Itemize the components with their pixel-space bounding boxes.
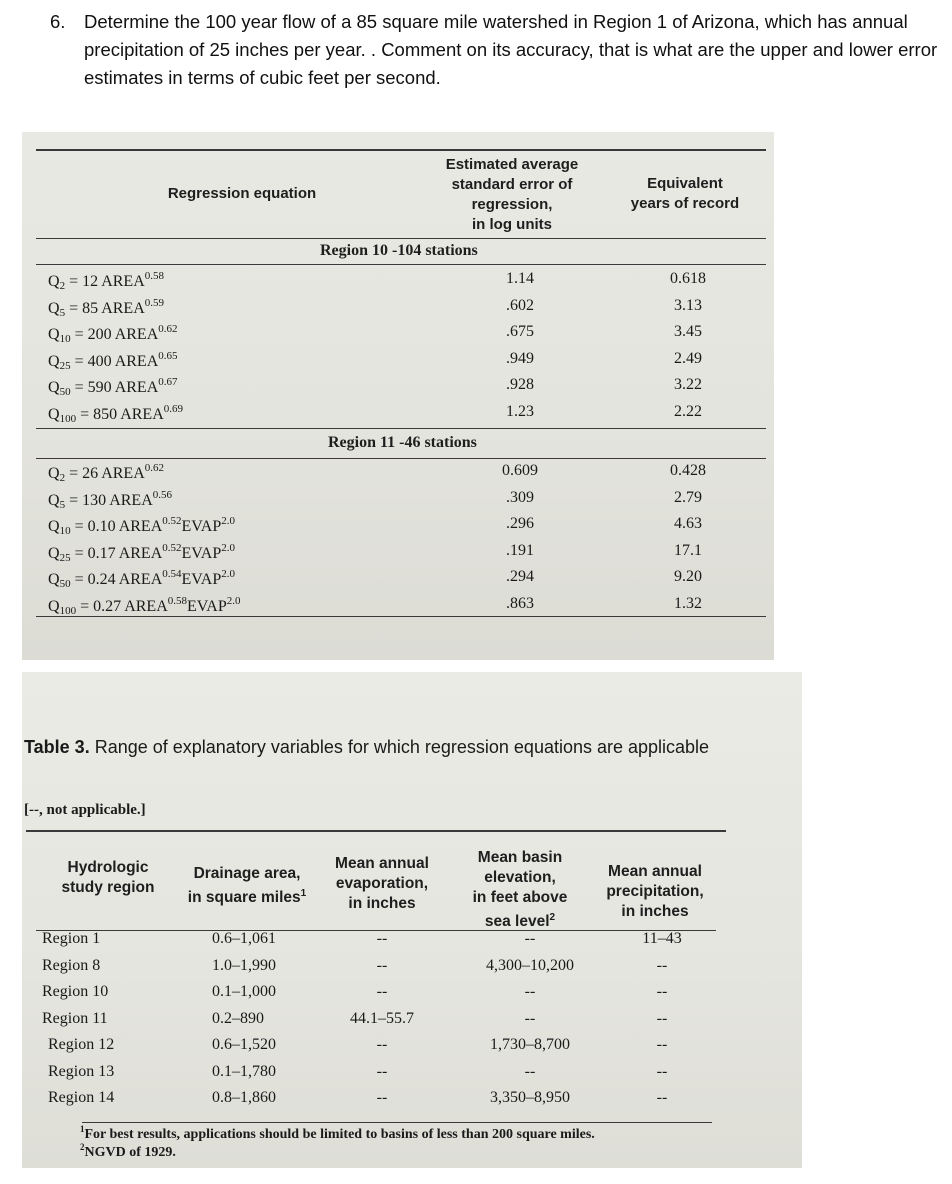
footnote-1: $^1$For best results, applications should be limited to basins of less than 200 square miles. <box>80 1124 595 1142</box>
cell-drainage-area: 0.1–1,780 <box>212 1062 276 1080</box>
cell-drainage-area: 0.2–890 <box>212 1009 264 1027</box>
equivalent-years-value: 3.13 <box>674 296 702 314</box>
regression-equation: $Q_{50} = 590$ $AREA^{0.67}$ <box>48 376 178 398</box>
standard-error-value: .863 <box>506 594 534 612</box>
region-10-label: Region 10 -104 stations <box>320 242 478 259</box>
standard-error-value: .675 <box>506 323 534 340</box>
header-basin-elevation: Mean basin elevation, in feet above sea level$^2$ <box>472 849 568 931</box>
standard-error-value: 1.14 <box>506 270 534 287</box>
equivalent-years-value: 2.49 <box>674 349 702 367</box>
cell-precipitation: -- <box>656 983 668 1000</box>
cell-elevation: -- <box>524 1009 536 1027</box>
regression-equation: $Q_{10} = 200$ $AREA^{0.62}$ <box>48 323 178 345</box>
cell-drainage-area: 0.6–1,520 <box>212 1036 276 1053</box>
cell-region: Region 14 <box>48 1089 115 1106</box>
equivalent-years-value: 0.428 <box>670 462 706 479</box>
cell-precipitation: -- <box>656 1089 668 1106</box>
regression-equation: $Q_2 = 26$ $AREA^{0.62}$ <box>48 462 165 484</box>
cell-region: Region 12 <box>48 1036 115 1053</box>
standard-error-value: .309 <box>506 488 534 506</box>
regression-equation: $Q_2 = 12$ $AREA^{0.58}$ <box>48 270 165 292</box>
equivalent-years-value: 17.1 <box>674 541 702 559</box>
cell-elevation: 4,300–10,200 <box>486 956 574 974</box>
regression-table-photo <box>22 132 774 660</box>
equivalent-years-value: 2.79 <box>674 488 702 506</box>
standard-error-value: .294 <box>506 568 534 585</box>
cell-precipitation: -- <box>656 1062 668 1080</box>
standard-error-value: .191 <box>506 541 534 559</box>
header-equivalent-years: Equivalent years of record <box>630 175 740 212</box>
cell-drainage-area: 0.6–1,061 <box>212 930 276 947</box>
cell-region: Region 10 <box>42 983 109 1000</box>
equivalent-years-value: 1.32 <box>674 594 702 612</box>
region-11-top-rule <box>36 428 766 429</box>
cell-elevation: 3,350–8,950 <box>490 1089 570 1106</box>
regression-equation: $Q_{25} = 0.17$ $AREA^{0.52}EVAP^{2.0}$ <box>48 541 235 564</box>
question-block <box>50 8 945 92</box>
cell-region: Region 13 <box>48 1062 115 1080</box>
equivalent-years-value: 0.618 <box>670 270 706 287</box>
question-number: 6. <box>50 11 66 32</box>
table3-top-rule <box>26 830 726 832</box>
standard-error-value: 1.23 <box>506 402 534 420</box>
regression-equation: $Q_{25} = 400$ $AREA^{0.65}$ <box>48 349 178 372</box>
cell-precipitation: -- <box>656 956 668 974</box>
cell-elevation: -- <box>524 983 536 1000</box>
region-10-rule <box>36 264 766 265</box>
table3-note: [--, not applicable.] <box>24 802 146 818</box>
cell-evaporation: -- <box>376 1062 388 1080</box>
regression-equation: $Q_{100} = 0.27$ $AREA^{0.58}EVAP^{2.0}$ <box>48 594 241 617</box>
cell-evaporation: -- <box>376 1036 388 1053</box>
regression-equation: $Q_{100} = 850$ $AREA^{0.69}$ <box>48 402 184 425</box>
cell-region: Region 1 <box>42 930 101 947</box>
cell-region: Region 8 <box>42 956 101 974</box>
regression-equation: $Q_{50} = 0.24$ $AREA^{0.54}EVAP^{2.0}$ <box>48 568 235 590</box>
cell-drainage-area: 0.8–1,860 <box>212 1089 276 1106</box>
cell-elevation: -- <box>524 930 536 947</box>
table3-photo <box>22 672 802 1168</box>
header-regression-equation: Regression equation <box>167 185 317 202</box>
cell-region: Region 11 <box>42 1009 108 1027</box>
cell-precipitation: 11–43 <box>642 930 682 947</box>
header-standard-error: Estimated average standard error of regression, in log units <box>445 156 579 233</box>
table-bottom-rule <box>36 616 766 617</box>
equivalent-years-value: 3.22 <box>674 376 702 393</box>
table-top-rule <box>36 149 766 151</box>
regression-equation: $Q_{10} = 0.10$ $AREA^{0.52}EVAP^{2.0}$ <box>48 515 235 537</box>
standard-error-value: .949 <box>506 349 534 367</box>
cell-elevation: -- <box>524 1062 536 1080</box>
footnote-2: $^2$NGVD of 1929. <box>80 1142 176 1160</box>
standard-error-value: .296 <box>506 515 534 532</box>
cell-evaporation: -- <box>376 930 388 947</box>
cell-precipitation: -- <box>656 1036 668 1053</box>
standard-error-value: 0.609 <box>502 462 538 479</box>
cell-elevation: 1,730–8,700 <box>490 1036 570 1053</box>
cell-drainage-area: 1.0–1,990 <box>212 956 276 974</box>
region-11-label: Region 11 -46 stations <box>328 434 477 451</box>
header-evaporation: Mean annual evaporation, in inches <box>335 855 429 912</box>
cell-drainage-area: 0.1–1,000 <box>212 983 276 1000</box>
equivalent-years-value: 4.63 <box>674 515 702 532</box>
cell-evaporation: 44.1–55.7 <box>350 1009 414 1027</box>
regression-equation: $Q_5 = 130$ $AREA^{0.56}$ <box>48 488 173 511</box>
equivalent-years-value: 9.20 <box>674 568 702 585</box>
standard-error-value: .602 <box>506 296 534 314</box>
cell-evaporation: -- <box>376 956 388 974</box>
table3-title: Table 3. Range of explanatory variables for which regression equations are applicable <box>24 737 710 757</box>
regression-equation: $Q_5 = 85$ $AREA^{0.59}$ <box>48 296 165 319</box>
region-11-rule <box>36 458 766 459</box>
header-drainage-area: Drainage area, in square miles$^1$ <box>187 865 307 907</box>
header-bottom-rule <box>36 238 766 239</box>
header-study-region: Hydrologic study region <box>61 859 155 896</box>
cell-precipitation: -- <box>656 1009 668 1027</box>
cell-evaporation: -- <box>376 1089 388 1106</box>
table3-bottom-rule <box>82 1122 712 1123</box>
cell-evaporation: -- <box>376 983 388 1000</box>
header-precipitation: Mean annual precipitation, in inches <box>606 863 704 920</box>
question-text: Determine the 100 year flow of a 85 square mile watershed in Region 1 of Arizona, which has annual precipitation of 25 inches per year. . Comment on its accuracy, that is what are the upper and lower error estimates in terms of cubic feet per second. <box>84 11 938 88</box>
equivalent-years-value: 2.22 <box>674 402 702 420</box>
standard-error-value: .928 <box>506 376 534 393</box>
equivalent-years-value: 3.45 <box>674 323 702 340</box>
